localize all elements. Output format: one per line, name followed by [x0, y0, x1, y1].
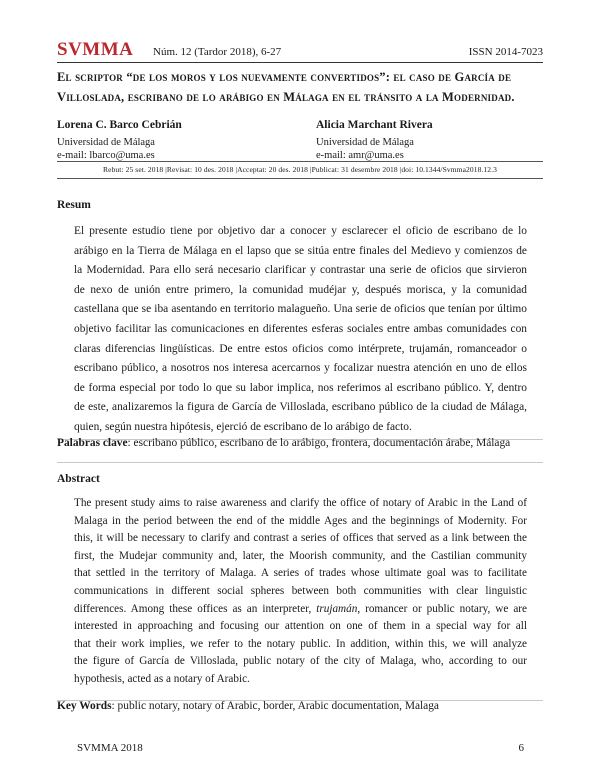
resum-line: castellana que se iba asentando en territorio malagueño. Una serie de oficios que tenían por último [74, 303, 527, 316]
resum-line: de forma especial por todo lo que su labor implica, nos referimos al escribano público. Y, dentro [74, 381, 527, 394]
abstract-line: this, it will be necessary to clarify and contrast a series of offices that served as a link between the [74, 532, 527, 545]
page-number: 6 [518, 742, 524, 754]
abstract-line: first, the Mudejar community and, later, the Moorish community, and the Castilian community [74, 549, 527, 562]
dates-rule-top [57, 161, 543, 162]
footer-journal: SVMMA 2018 [77, 742, 143, 754]
abstract-body [74, 495, 527, 689]
author-2 [316, 118, 433, 162]
resum-line: arábigo en la Tierra de Málaga en el lapso que se sitúa entre finales del Medievo y comienzos de [74, 244, 527, 257]
abstract-line: differences. Among these offices as an interpreter, trujamán, romancer or public notary, we are [74, 602, 527, 615]
resum-line: de nexo de unión entre primero, la comunidad mudéjar y, después morisca, y la comunidad [74, 283, 527, 296]
header-rule [57, 62, 543, 63]
resum-heading: Resum [57, 199, 91, 211]
resum-line: objetivo facilitar las comunicaciones en diferentes esferas sociales entre ambas comunidades con [74, 322, 527, 335]
abstract-line: that their work implies, we refer to the notary public. In addition, within this, we will analyze [74, 637, 527, 650]
abstract-line: hypothesis, acted as a notary of Arabic. [74, 672, 250, 685]
abstract-line: that settled in the territory of Malaga. A series of trades whose ultimate goal was to facilitate [74, 567, 527, 580]
abstract-line: communications in different social spheres between both communities with clear linguistic [74, 584, 527, 597]
publication-dates: Rebut: 25 set. 2018 |Revisat: 10 des. 2018 |Acceptat: 20 des. 2018 |Publicat: 31 desembre 2018 |doi: 10.1344/Svmma2018.12.3 [103, 165, 497, 174]
resum-line: quien, según nuestra hipótesis, ejerció de escribano de lo arábigo de facto. [74, 420, 412, 433]
abstract-line: the figure of García de Villoslada, public notary of the city of Malaga, who, according to our [74, 655, 527, 668]
author-email[interactable]: e-mail: amr@uma.es [316, 150, 404, 161]
issue-info: Núm. 12 (Tardor 2018), 6-27 [153, 46, 282, 58]
author-affiliation: Universidad de Málaga [57, 137, 155, 148]
author-name: Lorena C. Barco Cebrián [57, 119, 182, 131]
dates-rule-bottom [57, 178, 543, 179]
journal-header [57, 40, 543, 62]
resum-line: la Modernidad. Para ello será necesario clarificar y contrastar una serie de oficios que sirvieron [74, 264, 527, 277]
article-title [57, 67, 543, 107]
keywords-es-label: Palabras clave [57, 437, 128, 449]
resum-line: claras diferencias lingüísticas. De entre estos oficios como intérprete, trujamán, romanceador o [74, 342, 527, 355]
keywords-en-text: : public notary, notary of Arabic, border, Arabic documentation, Malaga [111, 700, 439, 712]
keywords-es [57, 437, 543, 449]
keywords-en-label: Key Words [57, 700, 112, 712]
resum-body [74, 222, 527, 438]
section-separator [57, 462, 543, 463]
keywords-es-text: : escribano público, escribano de lo arábigo, frontera, documentación árabe, Málaga [127, 437, 511, 449]
abstract-line: The present study aims to raise awareness and clarify the office of notary of Arabic in the Land of [74, 497, 527, 509]
author-1 [57, 118, 182, 162]
author-email[interactable]: e-mail: lbarco@uma.es [57, 150, 155, 161]
issn: ISSN 2014-7023 [468, 46, 543, 58]
resum-line: escribano público, a nosotros nos interesa acercarnos y focalizar nuestra atención en uno de ellos [74, 362, 527, 375]
abstract-line: Malaga in the period between the end of the middle Ages and the beginnings of Modernity. For [74, 514, 527, 527]
author-name: Alicia Marchant Rivera [316, 119, 433, 131]
keywords-en [57, 700, 543, 712]
abstract-line: interested in approaching and focusing our attention on one of them in a special way for all [74, 620, 527, 633]
italic-term: trujamán [316, 602, 358, 615]
author-affiliation: Universidad de Málaga [316, 137, 414, 148]
abstract-heading: Abstract [57, 473, 100, 485]
title-line-1: El scriptor “de los moros y los nuevamente convertidos”: el caso de García de [57, 70, 512, 84]
resum-line: de este, analizaremos la figura de García de Villoslada, escribano público de la ciudad de Málaga, [74, 401, 527, 414]
logo-text: SVMMA [57, 39, 134, 60]
resum-line: El presente estudio tiene por objetivo dar a conocer y esclarecer el oficio de escribano de lo [74, 225, 527, 237]
title-line-2: Villoslada, escribano de lo arábigo en Málaga en el tránsito a la Modernidad. [57, 90, 515, 104]
